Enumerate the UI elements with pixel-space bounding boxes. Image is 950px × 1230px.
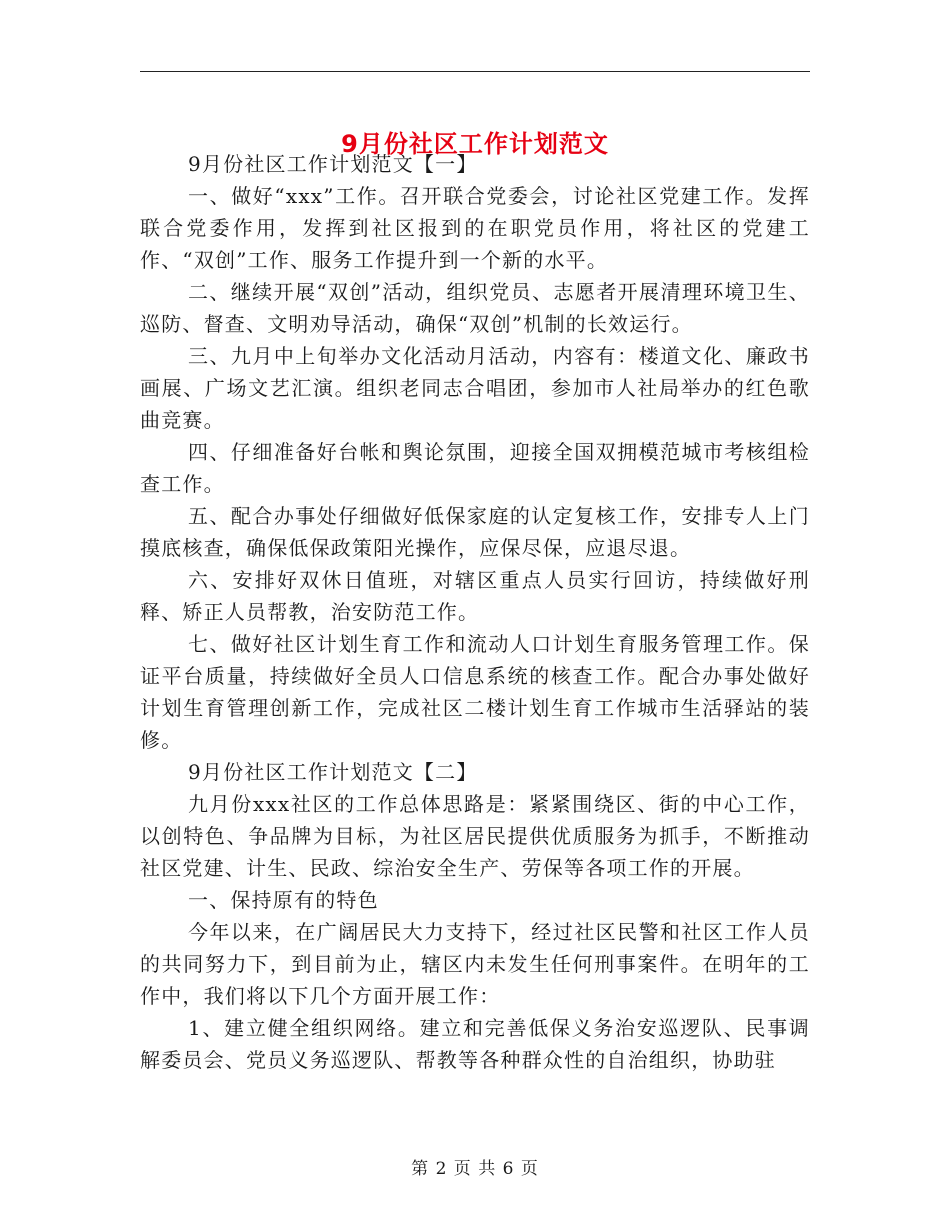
paragraph: 三、九月中上旬举办文化活动月活动，内容有：楼道文化、廉政书画展、广场文艺汇演。组织老同志合唱团，参加市人社局举办的红色歌曲竞赛。 <box>140 344 810 432</box>
document-body <box>140 148 810 1076</box>
paragraph: 五、配合办事处仔细做好低保家庭的认定复核工作，安排专人上门摸底核查，确保低保政策阳光操作，应保尽保，应退尽退。 <box>140 504 810 560</box>
paragraph: 今年以来，在广阔居民大力支持下，经过社区民警和社区工作人员的共同努力下，到目前为止，辖区内未发生任何刑事案件。在明年的工作中，我们将以下几个方面开展工作： <box>140 920 810 1008</box>
paragraph: 二、继续开展“双创”活动，组织党员、志愿者开展清理环境卫生、巡防、督查、文明劝导活动，确保“双创”机制的长效运行。 <box>140 280 810 336</box>
paragraph: 九月份xxx社区的工作总体思路是：紧紧围绕区、街的中心工作，以创特色、争品牌为目标，为社区居民提供优质服务为抓手，不断推动社区党建、计生、民政、综治安全生产、劳保等各项工作的开展。 <box>140 792 810 880</box>
page-footer: 第 2 页 共 6 页 <box>411 1159 539 1179</box>
paragraph: 四、仔细准备好台帐和舆论氛围，迎接全国双拥模范城市考核组检查工作。 <box>140 440 810 496</box>
paragraph: 9月份社区工作计划范文【二】 <box>188 760 478 784</box>
paragraph: 9月份社区工作计划范文【一】 <box>188 152 478 176</box>
paragraph: 六、安排好双休日值班，对辖区重点人员实行回访，持续做好刑释、矫正人员帮教，治安防范工作。 <box>140 568 810 624</box>
paragraph: 一、保持原有的特色 <box>188 888 379 912</box>
document-title: 9月份社区工作计划范文 <box>341 130 609 159</box>
header-rule <box>140 71 810 72</box>
paragraph: 1、建立健全组织网络。建立和完善低保义务治安巡逻队、民事调解委员会、党员义务巡逻队、帮教等各种群众性的自治组织，协助驻 <box>140 1016 810 1072</box>
paragraph: 七、做好社区计划生育工作和流动人口计划生育服务管理工作。保证平台质量，持续做好全员人口信息系统的核查工作。配合办事处做好计划生育管理创新工作，完成社区二楼计划生育工作城市生活驿站的装修。 <box>140 632 810 752</box>
paragraph: 一、做好“xxx”工作。召开联合党委会，讨论社区党建工作。发挥联合党委作用，发挥到社区报到的在职党员作用，将社区的党建工作、“双创”工作、服务工作提升到一个新的水平。 <box>140 184 810 272</box>
